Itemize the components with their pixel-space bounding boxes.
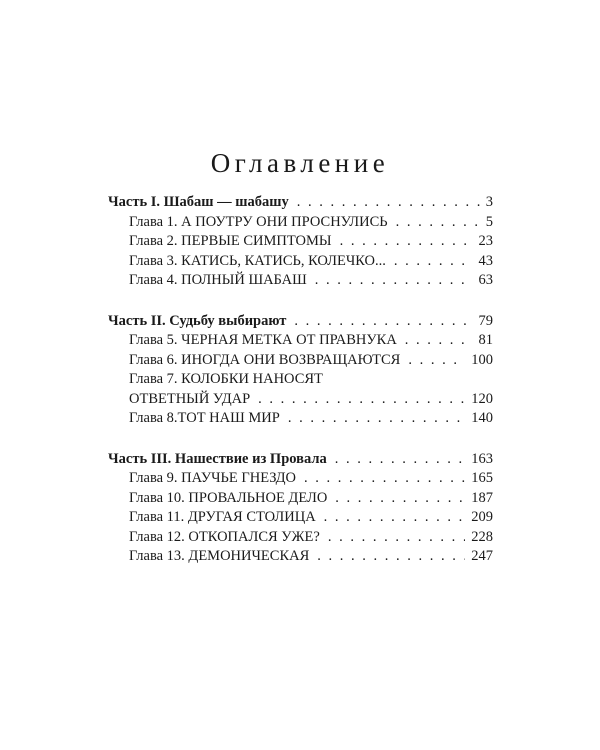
- toc-chapter-8[interactable]: [108, 409, 493, 429]
- chapter-title: Глава 1. А ПОУТРУ ОНИ ПРОСНУЛИСЬ: [129, 213, 388, 230]
- page-number: 43: [478, 252, 493, 269]
- page-number: 163: [471, 450, 493, 467]
- page-number: 247: [471, 548, 493, 564]
- toc-part-heading[interactable]: [108, 312, 493, 332]
- page-number: 23: [478, 233, 493, 249]
- page-number: 3: [485, 194, 493, 210]
- dot-leader: [315, 271, 473, 291]
- chapter-title: Глава 3. КАТИСЬ, КАТИСЬ, КОЛЕЧКО...: [129, 252, 386, 269]
- page-number: 165: [471, 470, 493, 486]
- part-title: Часть III. Нашествие из Провала: [108, 450, 327, 467]
- dot-leader: [335, 489, 465, 509]
- dot-leader: [328, 528, 465, 548]
- chapter-title: Глава 2. ПЕРВЫЕ СИМПТОМЫ: [129, 233, 332, 249]
- dot-leader: [405, 331, 473, 351]
- toc-part-heading[interactable]: [108, 450, 493, 470]
- dot-leader: [394, 252, 473, 272]
- toc-part-heading[interactable]: [108, 193, 493, 213]
- toc-chapter-2[interactable]: [108, 232, 493, 252]
- page-number: 79: [478, 312, 493, 329]
- dot-leader: [288, 409, 465, 429]
- dot-leader: [408, 351, 465, 371]
- toc-chapter-3[interactable]: [108, 252, 493, 272]
- dot-leader: [304, 469, 465, 489]
- chapter-title: Глава 7. КОЛОБКИ НАНОСЯТ: [129, 371, 323, 387]
- dot-leader: [258, 390, 465, 410]
- part-title: Часть I. Шабаш — шабашу: [108, 194, 289, 210]
- page-number: 63: [478, 272, 493, 288]
- toc-part-3: [108, 450, 493, 567]
- page-number: 81: [478, 332, 493, 348]
- dot-leader: [294, 312, 472, 332]
- page-number: 209: [471, 509, 493, 525]
- dot-leader: [396, 213, 480, 233]
- toc-chapter-1[interactable]: [108, 213, 493, 233]
- chapter-title: Глава 5. ЧЕРНАЯ МЕТКА ОТ ПРАВНУКА: [129, 332, 397, 348]
- toc-chapter-7-continuation[interactable]: [108, 390, 493, 410]
- dot-leader: [340, 232, 473, 252]
- page-number: 140: [471, 410, 493, 426]
- page-number: 120: [471, 390, 493, 407]
- page-number: 100: [471, 351, 493, 368]
- chapter-title: Глава 12. ОТКОПАЛСЯ УЖЕ?: [129, 528, 320, 545]
- toc-chapter-5[interactable]: [108, 331, 493, 351]
- toc-part-2: [108, 312, 493, 429]
- toc-chapter-12[interactable]: [108, 528, 493, 548]
- page-number: 5: [485, 213, 493, 230]
- dot-leader: [317, 547, 465, 567]
- dot-leader: [335, 450, 466, 470]
- part-title: Часть II. Судьбу выбирают: [108, 312, 287, 329]
- toc-chapter-6[interactable]: [108, 351, 493, 371]
- page-number: 228: [471, 528, 493, 545]
- chapter-title: Глава 9. ПАУЧЬЕ ГНЕЗДО: [129, 470, 296, 486]
- chapter-title: Глава 13. ДЕМОНИЧЕСКАЯ: [129, 548, 310, 564]
- page-number: 187: [471, 489, 493, 506]
- toc-chapter-4[interactable]: [108, 271, 493, 291]
- toc-chapter-11[interactable]: [108, 508, 493, 528]
- toc-chapter-7[interactable]: [108, 370, 493, 390]
- toc-chapter-10[interactable]: [108, 489, 493, 509]
- toc-part-1: [108, 193, 493, 291]
- chapter-title: Глава 8.ТОТ НАШ МИР: [129, 410, 280, 426]
- table-of-contents: [108, 193, 493, 588]
- dot-leader: [324, 508, 466, 528]
- chapter-title-continuation: ОТВЕТНЫЙ УДАР: [129, 390, 251, 407]
- chapter-title: Глава 4. ПОЛНЫЙ ШАБАШ: [129, 272, 307, 288]
- toc-chapter-9[interactable]: [108, 469, 493, 489]
- chapter-title: Глава 11. ДРУГАЯ СТОЛИЦА: [129, 509, 316, 525]
- page-title: Оглавление: [210, 148, 390, 178]
- dot-leader: [297, 193, 480, 213]
- chapter-title: Глава 6. ИНОГДА ОНИ ВОЗВРАЩАЮТСЯ: [129, 351, 401, 368]
- toc-chapter-13[interactable]: [108, 547, 493, 567]
- chapter-title: Глава 10. ПРОВАЛЬНОЕ ДЕЛО: [129, 489, 328, 506]
